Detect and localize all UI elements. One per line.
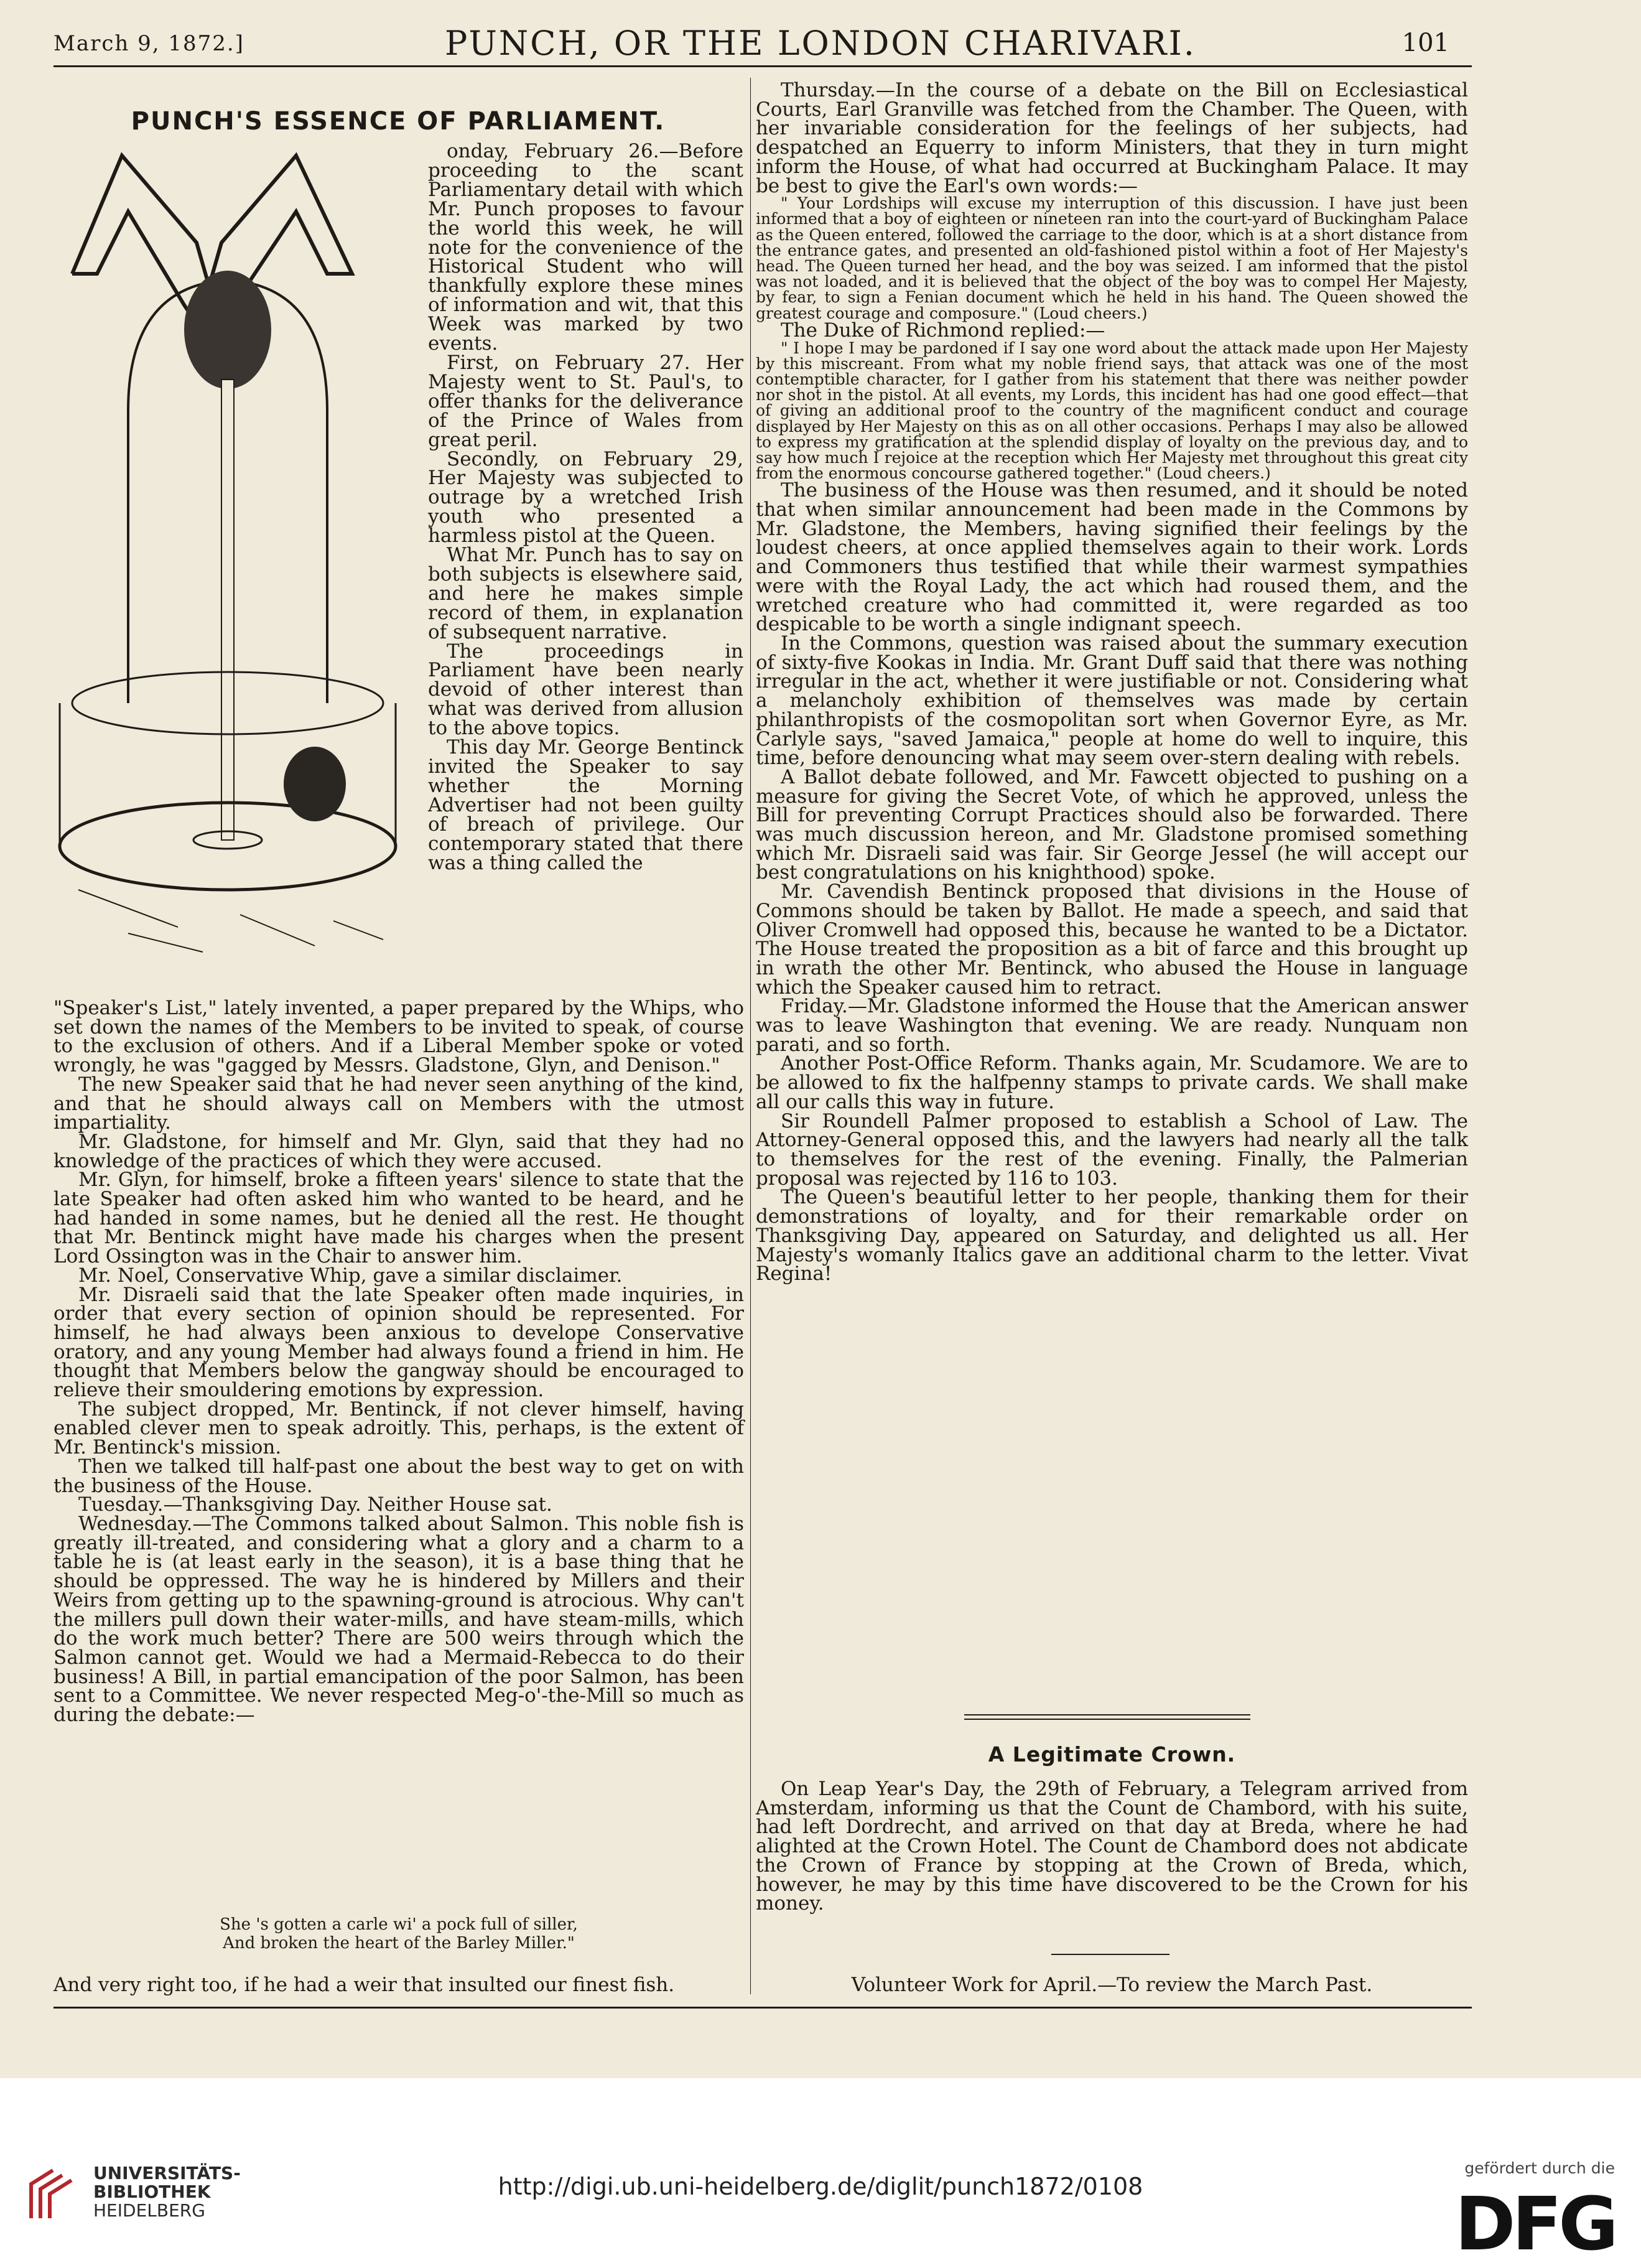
section-divider: [964, 1719, 1250, 1720]
verse-line: She 's gotten a carle wi' a pock full of siller,: [220, 1915, 578, 1934]
paragraph: "Speaker's List," lately invented, a paper prepared by the Whips, who set down the names of the Members to be invited to speak, of course to the exclusion of others. And if a Liberal Member spoke or voted wrongly, he was "gagged by Messrs. Gladstone, Glyn, and Denison.": [53, 997, 744, 1077]
jar-knob: [184, 271, 271, 389]
paragraph: The subject dropped, Mr. Bentinck, if not clever himself, having enabled clever men to speak adroitly. This, perhaps, is the extent of Mr. Bentinck's mission.: [53, 1398, 744, 1459]
wrap-paragraph: What Mr. Punch has to say on both subjects is elsewhere said, and here he makes simple record of them, in explanation of subsequent narrative.: [428, 544, 743, 643]
article-title: PUNCH'S ESSENCE OF PARLIAMENT.: [131, 107, 666, 136]
volunteer-text: Volunteer Work for April.—To review the March Past.: [851, 1974, 1373, 1996]
paragraph: Mr. Gladstone, for himself and Mr. Glyn, said that they had no knowledge of the practices of which they were accused.: [53, 1130, 744, 1172]
issue-date: March 9, 1872.]: [53, 31, 244, 56]
paragraph: Then we talked till half-past one about the best way to get on with the business of the House.: [53, 1455, 744, 1497]
short-rule: [1051, 1954, 1169, 1955]
paragraph: Mr. Noel, Conservative Whip, gave a similar disclaimer.: [78, 1264, 623, 1287]
majority-pole: [221, 380, 234, 840]
closing-line: [53, 1976, 744, 1995]
right-column-body: [756, 81, 1468, 1284]
paragraph: The Queen's beautiful letter to her people, thanking them for their demonstrations of loyalty, and for their remarkable order on Thanksgiving Day, appeared on Saturday, and delighted us all. Her Majesty's womanly Italics gave an additional charm to the letter. Vivat Regina!: [756, 1186, 1468, 1286]
bell-jar-illustration: [53, 143, 402, 989]
paragraph: Mr. Cavendish Bentinck proposed that divisions in the House of Commons should be taken by Ballot. He made a speech, and said that Oliver Cromwell had opposed this, because he wanted to be a Dictator. The House treated the proposition as a bit of farce and this brought up in wrath the other Mr. Bentinck, who abused the House in language which the Speaker caused him to retract.: [756, 880, 1468, 999]
page-number: 101: [1402, 29, 1449, 57]
paragraph: Sir Roundell Palmer proposed to establish a School of Law. The Attorney-General opposed this, and the lawyers had nearly all the talk to themselves for the rest of the evening. Finally, the Palmerian proposal was rejected by 116 to 103.: [756, 1109, 1468, 1190]
paragraph: Wednesday.—The Commons talked about Salmon. This noble fish is greatly ill-treated, and considering what a glory and a charm to a table he is (at least early in the season), it is a base thing that he should be oppressed. The way he is hindered by Millers and their Weirs from getting up to the spawning-ground is atrocious. Why can't the millers pull down their water-mills, and have steam-mills, which do the work much better? There are 500 weirs through which the Salmon cannot get. Would we had a Mermaid-Rebecca to do their business! A Bill, in partial emancipation of the poor Salmon, has been sent to a Committee. We never respected Meg-o'-the-Mill so much as during the debate:—: [53, 1512, 744, 1727]
article-opening-wrapped: [428, 142, 743, 872]
wrap-paragraph: Secondly, on February 29, Her Majesty was subjected to outrage by a wretched Irish youth who presented a harmless pistol at the Queen.: [428, 447, 743, 548]
paragraph: Tuesday.—Thanksgiving Day. Neither House sat.: [78, 1493, 552, 1516]
paragraph: Mr. Disraeli said that the late Speaker often made inquiries, in order that every section of opinion should be represented. For himself, he had always been anxious to develope Conservative oratory, and any young Member had always found a friend in him. He thought that Members below the gangway should be encouraged to relieve their smouldering emotions by expression.: [53, 1283, 744, 1402]
footer-rule: [53, 2007, 1472, 2009]
crown-heading: A Legitimate Crown.: [988, 1742, 1236, 1766]
wrap-paragraph: The proceedings in Parliament have been nearly devoid of other interest than what was derived from allusion to the above topics.: [428, 640, 743, 740]
paragraph: The new Speaker said that he had never seen anything of the kind, and that he should always call on Members with the utmost impartiality.: [53, 1073, 744, 1134]
funding-note: gefördert durch die: [1464, 2159, 1615, 2177]
wrap-paragraph: onday, February 26.—Before proceeding to the scant Parliamentary detail with which Mr. Punch proposes to favour the world this week, he will note for the convenience of the Historical Student who will thankfully explore these mines of information and wit, that this Week was marked by two events.: [428, 140, 743, 355]
left-column-body: [53, 999, 744, 1725]
header-rule: [53, 65, 1472, 67]
paragraph: Another Post-Office Reform. Thanks again, Mr. Scudamore. We are to be allowed to fix the halfpenny stamps to private cards. We shall make all our calls this way in future.: [756, 1052, 1468, 1113]
dfg-logo: DFG: [1454, 2181, 1615, 2267]
library-line: BIBLIOTHEK: [93, 2182, 211, 2202]
paragraph: A Ballot debate followed, and Mr. Fawcett objected to pushing on a measure for giving the Secret Vote, of which he approved, unless the Bill for preventing Corrupt Practices should also be forwarded. There was much discussion hereon, and Mr. Gladstone promised something which Mr. Disraeli said was fair. Sir George Jessel (he will accept our best congratulations on his knighthood) spoke.: [756, 765, 1468, 884]
library-line: HEIDELBERG: [93, 2200, 205, 2221]
quote-granville: " Your Lordships will excuse my interruption of this discussion. I have just been informed that a boy of eighteen or nineteen ran into the court-yard of Buckingham Palace as the Queen entered, followed the carriage to the door, which is at a short distance from the entrance gates, and presented an old-fashioned pistol within a foot of Her Majesty's head. The Queen turned her head, and the boy was seized. I am informed that the pistol was not loaded, and it is believed that the object of the boy was to compel Her Majesty, by fear, to sign a Fenian document which he held in his hand. The Queen showed the greatest courage and composure." (Loud cheers.): [756, 194, 1468, 322]
closing-text: And very right too, if he had a weir that insulted our finest fish.: [53, 1974, 675, 1996]
source-url-link[interactable]: http://digi.ub.uni-heidelberg.de/diglit/punch1872/0108: [498, 2173, 1143, 2200]
crown-article: [756, 1780, 1468, 1913]
wrap-paragraph: First, on February 27. Her Majesty went to St. Paul's, to offer thanks for the deliverance of the Prince of Wales from great peril.: [428, 351, 743, 451]
masthead-title: PUNCH, OR THE LONDON CHARIVARI.: [445, 24, 1196, 63]
paragraph: Friday.—Mr. Gladstone informed the House that the American answer was to leave Washington that evening. We are ready. Nunquam non parati, and so forth.: [756, 995, 1468, 1056]
paragraph: Mr. Glyn, for himself, broke a fifteen years' silence to state that the late Speaker had often asked him who wanted to be heard, and he had handed in some names, but he denied all the rest. He thought that Mr. Bentinck might have made his charges when the present Lord Ossington was in the Chair to answer him.: [53, 1169, 744, 1268]
paragraph: On Leap Year's Day, the 29th of February, a Telegram arrived from Amsterdam, informing us that the Count de Chambord, with his suite, had left Dordrecht, and arrived on that day at Breda, where he had alighted at the Crown Hotel. The Count de Chambord does not abdicate the Crown of France by stopping at the Crown of Breda, which, however, he may by this time have discovered to be the Crown for his money.: [756, 1778, 1468, 1915]
paragraph: Thursday.—In the course of a debate on the Bill on Ecclesiastical Courts, Earl Granville was fetched from the Chamber. The Queen, with her invariable consideration for the feelings of her subjects, had despatched an Equerry to inform Ministers, that they in turn might inform the House, of what had occurred at Buckingham Palace. It may be best to give the Earl's own words:—: [756, 79, 1468, 197]
library-line: UNIVERSITÄTS-: [93, 2163, 241, 2183]
verse-line: And broken the heart of the Barley Miller.": [223, 1934, 575, 1953]
volunteer-note: [756, 1976, 1468, 1995]
paragraph: In the Commons, question was raised about the summary execution of sixty-five Kookas in India. Mr. Grant Duff said that there was nothing irregular in the act, whether it were justifiable or not. Considering what a melancholy exhibition of themselves was made by certain philanthropists of the cosmopolitan sort when Governor Eyre, as Mr. Carlyle says, "saved Jamaica," people at home do well to inquire, this time, before denouncing what may seem over-stern dealing with rebels.: [756, 632, 1468, 770]
paragraph: The Duke of Richmond replied:—: [781, 319, 1105, 342]
column-divider: [750, 78, 751, 1994]
verse-quote: [53, 1915, 744, 1953]
quote-richmond: " I hope I may be pardoned if I say one word about the attack made upon Her Majesty by this miscreant. From what my noble friend says, that attack was one of the most contemptible character, for I gather from his statement that there was neither powder nor shot in the pistol. At all events, my Lords, this incident has had one good effect—that of giving an additional proof to the country of the magnificent conduct and courage displayed by Her Majesty on this as on all other occasions. Perhaps I may also be allowed to express my gratification at the splendid display of loyalty on the previous day, and to say how much I rejoice at the reception which Her Majesty met throughout this great city from the enormous concourse gathered together." (Loud cheers.): [756, 338, 1468, 483]
section-divider: [964, 1714, 1250, 1715]
rock-lump: [284, 747, 346, 821]
wrap-paragraph: This day Mr. George Bentinck invited the Speaker to say whether the Morning Advertiser had not been guilty of breach of privilege. Our contemporary stated that there was a thing called the: [428, 736, 743, 874]
paragraph: The business of the House was then resumed, and it should be noted that when similar announcement had been made in the Commons by Mr. Gladstone, the Members, having signified their feelings by the loudest cheers, at once applied themselves again to their work. Lords and Commoners thus testified that while their warmest sympathies were with the Royal Lady, the act which had roused them, and the wretched creature who had committed it, were regarded as too despicable to be worth a single indignant speech.: [756, 479, 1468, 636]
